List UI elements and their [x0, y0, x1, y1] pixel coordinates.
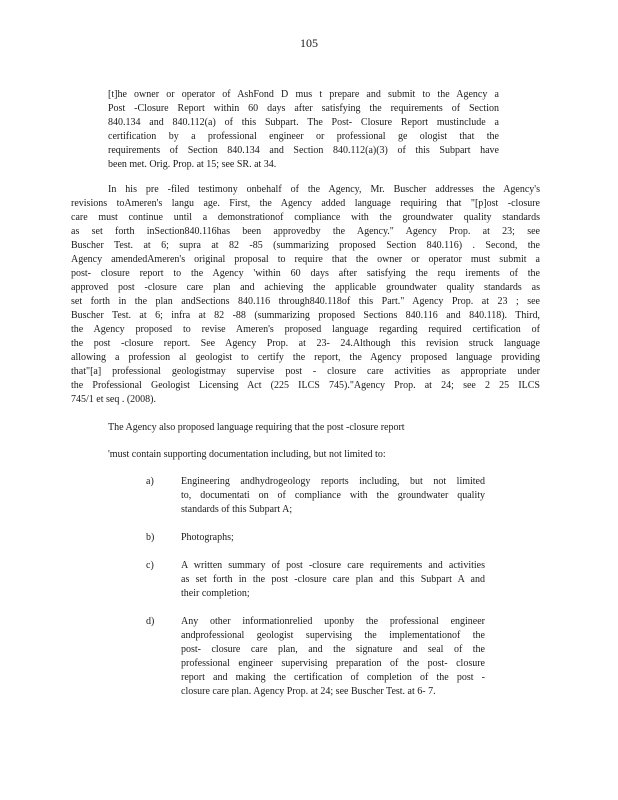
paragraph-line: care must continue until a demonstrationof compliance with the groundwater quality standards — [71, 212, 540, 223]
list-line: professional engineer supervising preparation of the post- closure — [181, 658, 485, 669]
quote-line: been met. Orig. Prop. at 15; see SR. at 34. — [108, 159, 277, 170]
list-marker: d) — [146, 616, 155, 627]
list-line: closure care plan. Agency Prop. at 24; see Buscher Test. at 6- 7. — [181, 686, 436, 697]
paragraph-line: the Professional Geologist Licensing Act (225 ILCS 745)."Agency Prop. at 24; see 2 25 ILCS — [71, 380, 540, 391]
list-line: andprofessional geologist supervising the implementationof the — [181, 630, 485, 641]
paragraph-line: the post -closure report. See Agency Prop. at 23- 24.Although this revision struck language — [71, 338, 540, 349]
list-line: their completion; — [181, 588, 250, 599]
list-marker: b) — [146, 532, 155, 543]
paragraph-line: revisions toAmeren's langu age. First, the Agency added language requiring that "[p]ost -closure — [71, 198, 540, 209]
paragraph-line: Buscher Test. at 6; supra at 82 -85 (summarizing proposed Section 840.116) . Second, the — [71, 240, 540, 251]
paragraph-line: 745/1 et seq . (2008). — [71, 394, 156, 405]
quote-line: [t]he owner or operator of AshFond D mus t prepare and submit to the Agency a — [108, 89, 499, 100]
intro-line: The Agency also proposed language requiring that the post -closure report — [108, 422, 405, 433]
list-marker: a) — [146, 476, 154, 487]
list-marker: c) — [146, 560, 154, 571]
paragraph-line: In his pre -filed testimony onbehalf of the Agency, Mr. Buscher addresses the Agency's — [108, 184, 540, 195]
list-item-text — [181, 615, 485, 699]
block-quote — [108, 88, 499, 172]
quote-line: Post -Closure Report within 60 days after satisfying the requirements of Section — [108, 103, 499, 114]
paragraph-line: the Agency proposed to revise Ameren's proposed language regarding required certification of — [71, 324, 540, 335]
list-line: standards of this Subpart A; — [181, 504, 293, 515]
paragraph-line: that"[a] professional geologistmay supervise post - closure care activities as appropriate under — [71, 366, 540, 377]
quote-line: requirements of Section 840.134 and Section 840.112(a)(3) of this Subpart have — [108, 145, 499, 156]
paragraph-line: as set forth inSection840.116has been approvedby the Agency." Agency Prop. at 23; see — [71, 226, 540, 237]
paragraph-line: set forth in the plan andSections 840.116 through840.118of this Part." Agency Prop. at 23 ; see — [71, 296, 540, 307]
paragraph-line: allowing a profession al geologist to certify the report, the Agency proposed language providing — [71, 352, 540, 363]
paragraph-line: Agency amendedAmeren's original proposal to require that the owner or operator must submit a — [71, 254, 540, 265]
list-item-text — [181, 475, 485, 517]
list-line: A written summary of post -closure care requirements and activities — [181, 560, 485, 571]
quote-line: 840.134 and 840.112(a) of this Subpart. The Post- Closure Report mustinclude a — [108, 117, 499, 128]
intro-line: 'must contain supporting documentation including, but not limited to: — [108, 449, 386, 460]
page-number: 105 — [300, 36, 318, 50]
list-line: Engineering andhydrogeology reports including, but not limited — [181, 476, 485, 487]
list-line: post- closure care plan, and the signature and seal of the — [181, 644, 485, 655]
list-line: report and making the certification of completion of the post - — [181, 672, 485, 683]
list-line: Photographs; — [181, 532, 234, 543]
body-paragraph — [71, 183, 540, 407]
list-line: Any other informationrelied uponby the professional engineer — [181, 616, 485, 627]
list-item-text — [181, 531, 485, 545]
list-line: as set forth in the post -closure care plan and this Subpart A and — [181, 574, 485, 585]
paragraph-line: post- closure report to the Agency 'within 60 days after satisfying the requ irements of the — [71, 268, 540, 279]
list-item-text — [181, 559, 485, 601]
paragraph-line: Buscher Test. at 6; infra at 82 -88 (summarizing proposed Sections 840.116 and 840.118). Third, — [71, 310, 540, 321]
quote-line: certification by a professional engineer or professional ge ologist that the — [108, 131, 499, 142]
paragraph-line: approved post -closure care plan and achieving the applicable groundwater quality standards as — [71, 282, 540, 293]
list-line: to, documentati on of compliance with the groundwater quality — [181, 490, 485, 501]
